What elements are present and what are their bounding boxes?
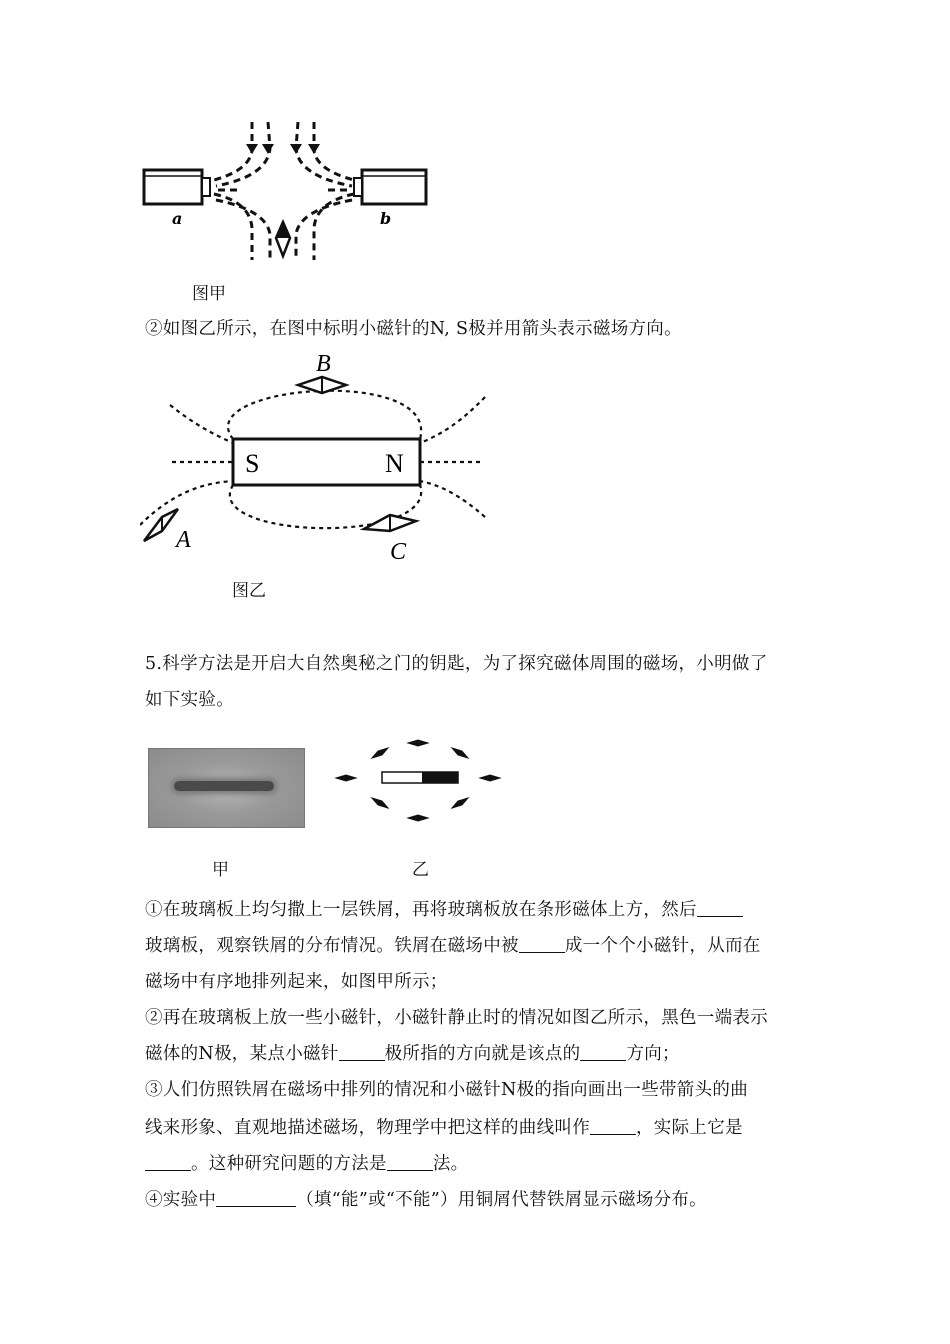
q4-item2-text: ②如图乙所示，在图中标明小磁针的N, S极并用箭头表示磁场方向。 xyxy=(145,319,682,339)
caption-fig-jia-top: 图甲 xyxy=(192,284,226,304)
blank-1[interactable] xyxy=(697,900,743,917)
blank-7[interactable] xyxy=(387,1154,433,1171)
q5-item2-line2: 磁体的N极，某点小磁针 极所指的方向就是该点的 方向； xyxy=(145,1044,680,1064)
q5-stem-line1: 5.科学方法是开启大自然奥秘之门的钥匙，为了探究磁体周围的磁场，小明做了 xyxy=(145,654,768,674)
q5-item2-line1: ②再在玻璃板上放一些小磁针，小磁针静止时的情况如图乙所示，黑色一端表示 xyxy=(145,1008,768,1028)
blank-5[interactable] xyxy=(590,1118,636,1135)
label-b: b xyxy=(380,209,392,228)
q5-item1-line1: ①在玻璃板上均匀撒上一层铁屑，再将玻璃板放在条形磁体上方，然后 xyxy=(145,896,743,921)
label-a: a xyxy=(172,209,183,228)
q5-item3-line1: ③人们仿照铁屑在磁场中排列的情况和小磁针N极的指向画出一些带箭头的曲 xyxy=(145,1080,749,1100)
figure-yi-bar-magnet xyxy=(140,345,500,570)
blank-2[interactable] xyxy=(519,936,565,953)
needle-label-a: A xyxy=(176,527,191,553)
magnet-a xyxy=(144,170,210,204)
needle-label-c: C xyxy=(390,539,407,565)
figure-jia-magnets-ab xyxy=(140,110,430,270)
field-arrows xyxy=(246,144,320,154)
blank-4[interactable] xyxy=(580,1044,626,1061)
blank-8[interactable] xyxy=(216,1190,296,1207)
caption-q5-jia: 甲 xyxy=(212,860,229,880)
q5-item3-line3: 。这种研究问题的方法是 法。 xyxy=(145,1150,468,1175)
iron-filings-photo xyxy=(148,748,305,828)
figure-needles-around-magnet xyxy=(330,738,510,838)
caption-fig-yi: 图乙 xyxy=(232,581,266,601)
magnet-pole-s: S xyxy=(245,449,260,478)
needle-label-b: B xyxy=(316,351,331,377)
blank-6[interactable] xyxy=(145,1154,191,1171)
q5-item4-line1: ④实验中 （填“能”或“不能”）用铜屑代替铁屑显示磁场分布。 xyxy=(145,1190,707,1210)
q5-item3-line2: 线来形象、直观地描述磁场，物理学中把这样的曲线叫作 ，实际上它是 xyxy=(145,1118,743,1138)
caption-q5-yi: 乙 xyxy=(412,860,429,880)
q5-stem-line2: 如下实验。 xyxy=(145,690,234,710)
q5-item1-line3: 磁场中有序地排列起来，如图甲所示； xyxy=(145,972,448,992)
magnet-b xyxy=(354,170,426,204)
magnet-pole-n: N xyxy=(385,449,404,478)
q5-item1-line2: 玻璃板，观察铁屑的分布情况。铁屑在磁场中被 成一个个小磁针，从而在 xyxy=(145,936,761,956)
blank-3[interactable] xyxy=(339,1044,385,1061)
